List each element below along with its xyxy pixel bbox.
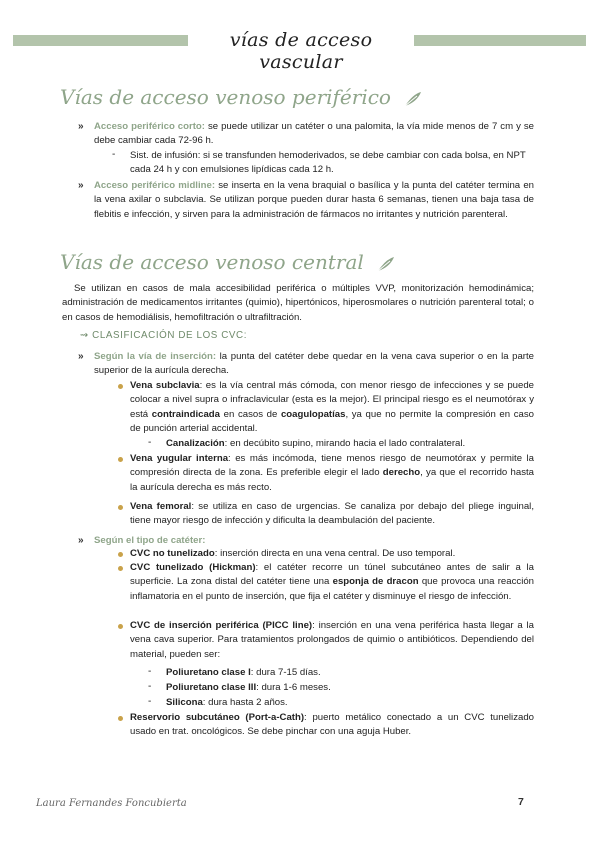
item-acceso-corto [94,120,534,149]
text: : inserción en una vena periférica hasta llegar a la vena cava superior. Para tratamientos prolongados de quimio o antibióticos. Dependiendo del material, pueden ser: [130,620,534,660]
text: : es la vía central más cómoda, con menor riesgo de infecciones y se puede colocar a nivel supra o infraclavicular (esta es la mejor). El principal riesgo es el neumotórax y está [130,380,534,420]
dot-icon [118,457,123,462]
term: Poliuretano clase I [166,667,251,678]
text: : es más incómoda, tiene menos riesgo de neumotórax y permite la compresión directa de la zona. Es preferible elegir el lado [130,453,534,479]
dot-icon [118,552,123,557]
term: CVC no tunelizado [130,548,215,559]
item-label: Según la vía de inserción: [94,351,217,362]
item-text: se inserta en la vena braquial o basílica y la punta del catéter termina en la vena axilar o subclavia. Se utilizan porque pueden durar hasta 6 semanas, tienen una baja tasa de flebitis e infección, y sirven para la administración de fármacos no irritantes y nutrición parenteral. [94,180,534,220]
text: : inserción directa en una vena central. De uso temporal. [214,548,456,559]
text: que provoca una reacción inflamatoria en el punto de inserción, que fija el catéter y disminuye el riesgo de infección. [130,576,534,602]
item-picc [130,619,534,662]
item-midline [94,179,534,222]
material-item [166,696,534,710]
term: Vena femoral [130,501,192,512]
double-chevron-icon: » [78,180,84,191]
footer-author: Laura Fernandes Foncubierta [36,798,187,809]
text: : en decúbito supino, mirando hacia el lado contralateral. [224,438,466,449]
material-item [166,666,534,680]
section-title-peripheral [60,85,423,109]
item-by-site [94,350,534,379]
page-number: 7 [518,796,524,808]
item-text: la punta del catéter debe quedar en la vena cava superior o en la parte superior de la aurícula derecha. [94,351,535,377]
leaf-icon [376,255,396,273]
item-label: Acceso periférico midline: [94,180,216,191]
item-by-type-label: Según el tipo de catéter: [94,535,206,546]
arrow-icon: ⇝ [80,330,93,341]
dash-icon: - [148,666,152,677]
item-canalizacion [166,437,534,451]
bold-text: esponja de dracon [332,576,419,588]
item-text: se puede utilizar un catéter o una palomita, la vía mide menos de 7 cm y se debe cambiar cada 72-96 h. [94,121,534,147]
term: Silicona [166,697,203,708]
item-femoral [130,500,534,529]
double-chevron-icon: » [78,351,84,362]
double-chevron-icon: » [78,535,84,546]
term: Reservorio subcutáneo (Port-a-Cath) [130,712,305,723]
bold-text: coagulopatías [280,408,346,420]
section-title-text: Vías de acceso venoso central [60,250,364,274]
header-bar-left [13,35,188,46]
term: Vena subclavia [130,380,200,391]
dash-icon: - [148,437,152,448]
text: : se utiliza en caso de urgencias. Se canaliza por debajo del pliege inguinal, tiene mayor riesgo de infección y dificulta la deambulación del paciente. [130,501,534,527]
text: : el catéter recorre un túnel subcutáneo antes de salir a la superficie. La zona distal del catéter tiene una [130,562,534,588]
item-subclavia [130,379,534,437]
item-yugular [130,452,534,495]
item-label: Acceso periférico corto: [94,121,205,132]
dash-icon: - [148,681,152,692]
term: Vena yugular interna [130,453,229,464]
text: , ya que el recorrido hasta la aurícula derecha es más recto. [130,467,534,493]
classification-heading [80,330,247,341]
dot-icon [118,384,123,389]
text: : dura 7-15 días. [250,667,321,678]
term: CVC tunelizado (Hickman) [130,562,256,573]
section-title-text: Vías de acceso venoso periférico [60,85,391,109]
term: CVC de inserción periférica (PICC line) [130,620,313,631]
dot-icon [118,716,123,721]
item-reservorio [130,711,534,740]
leaf-icon [403,90,423,108]
item-no-tunelizado [130,547,534,561]
dash-icon: - [148,696,152,707]
dash-icon: - [112,149,116,160]
term: Canalización [166,438,225,449]
bold-text: contraindicada [151,408,221,420]
double-chevron-icon: » [78,121,84,132]
header-bar-right [414,35,586,46]
central-intro: Se utilizan en casos de mala accesibilidad periférica o múltiples VVP, monitorización hemodinámica; administración de medicamentos irritantes (quimio), hipertónicos, hiperosmolares o nutrición parenteral total; o en casos de hemodiálisis, hemofiltración o ultrafiltración. [62,283,534,323]
dot-icon [118,566,123,571]
term: Poliuretano clase III [166,682,257,693]
page-title: vías de acceso vascular [229,29,373,73]
text: , ya que no permite la compresión en caso de punción arterial accidental. [130,408,534,435]
text: : dura 1-6 meses. [256,682,331,693]
dot-icon [118,624,123,629]
item-tunelizado [130,561,534,604]
dot-icon [118,505,123,510]
bold-text: derecho [382,467,421,479]
section-title-central [60,250,396,274]
text: en casos de [220,408,281,420]
classification-text: CLASIFICACIÓN DE LOS CVC: [92,330,248,341]
material-item [166,681,534,695]
text: : puerto metálico conectado a un CVC tunelizado usado en trat. oncológicos. Se debe pinchar con una aguja Huber. [130,712,534,738]
sub-item-infusion: Sist. de infusión: si se transfunden hemoderivados, se debe cambiar con cada bolsa, en NPT cada 24 h y con emulsiones lipídicas cada 12 h. [130,150,526,176]
text: : dura hasta 2 años. [202,697,288,708]
